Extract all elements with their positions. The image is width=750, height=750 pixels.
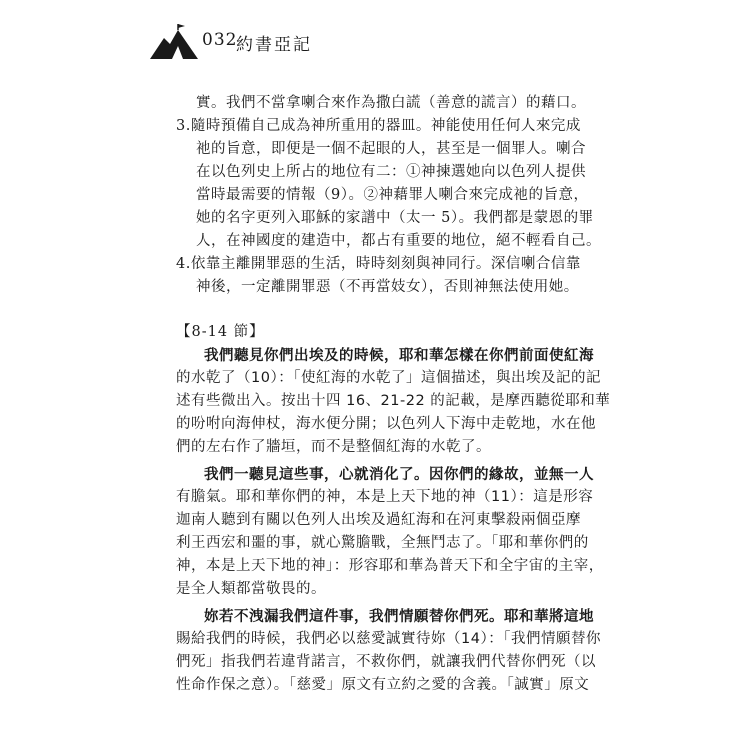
text-line: 的吩咐向海伸杖，海水便分開；以色列人下海中走乾地，水在他 [176, 416, 596, 432]
text-line: 實。我們不當拿喇合來作為撒白謊（善意的謊言）的藉口。 [196, 95, 586, 111]
text-line: 述有些微出入。按出十四 16、21-22 的記載，是摩西聽從耶和華 [176, 393, 611, 409]
text-line: 妳若不洩漏我們這件事，我們情願替你們死。耶和華將這地 [204, 608, 594, 625]
book-title: 約書亞記 [236, 35, 312, 55]
text-line: 賜給我們的時候，我們必以慈愛誠實待妳（14）：「我們情願替你 [176, 631, 601, 647]
text-line: 4.依靠主離開罪惡的生活，時時刻刻與神同行。深信喇合信靠 [176, 256, 581, 272]
text-line: 我們聽見你們出埃及的時候，耶和華怎樣在你們前面使紅海 [204, 347, 594, 364]
point-3 [176, 115, 601, 253]
text-line: 的水乾了（10）：「使紅海的水乾了」這個描述，與出埃及記的記 [176, 370, 601, 386]
paragraph-c [176, 605, 601, 697]
text-line: 們的左右作了牆垣，而不是整個紅海的水乾了。 [176, 439, 491, 455]
text-line: 是全人類都當敬畏的。 [176, 581, 326, 597]
text-line: 當時最需要的情報（9）。②神藉罪人喇合來完成祂的旨意， [196, 187, 589, 203]
text-line: 有膽氣。耶和華你們的神，本是上天下地的神（11）：這是形容 [176, 489, 594, 505]
text-line: 神，本是上天下地的神」：形容耶和華為普天下和全宇宙的主宰， [176, 558, 604, 574]
paragraph-b [176, 463, 604, 601]
text-line: 在以色列史上所占的地位有二：①神揀選她向以色列人提供 [196, 164, 586, 180]
text-line: 性命作保之意）。「慈愛」原文有立約之愛的含義。「誠實」原文 [176, 677, 590, 693]
text-line: 神後，一定離開罪惡（不再當妓女），否則神無法使用她。 [196, 279, 579, 295]
mountain-flag-icon [150, 24, 198, 60]
text-line: 人，在神國度的建造中，都占有重要的地位，絕不輕看自己。 [196, 233, 601, 249]
text-line: 她的名字更列入耶穌的家譜中（太一 5）。我們都是蒙恩的罪 [196, 210, 594, 226]
text-line: 祂的旨意，即便是一個不起眼的人，甚至是一個罪人。喇合 [196, 141, 586, 157]
text-line: 們死」指我們若違背諾言，不救你們，就讓我們代替你們死（以 [176, 654, 596, 670]
point-4 [176, 253, 581, 299]
text-line: 迦南人聽到有關以色列人出埃及過紅海和在河東擊殺兩個亞摩 [176, 512, 581, 528]
page-body [176, 92, 611, 697]
paragraph-a [176, 344, 611, 459]
text-line: 3.隨時預備自己成為神所重用的器皿。神能使用任何人來完成 [176, 118, 581, 134]
section-heading: 【8-14 節】 [176, 324, 265, 340]
text-line: 利王西宏和噩的事，就心驚膽戰，全無鬥志了。「耶和華你們的 [176, 535, 589, 551]
page-header [150, 24, 450, 64]
page-number: 032 [202, 30, 238, 50]
text-line: 我們一聽見這些事，心就消化了。因你們的緣故，並無一人 [204, 466, 594, 483]
